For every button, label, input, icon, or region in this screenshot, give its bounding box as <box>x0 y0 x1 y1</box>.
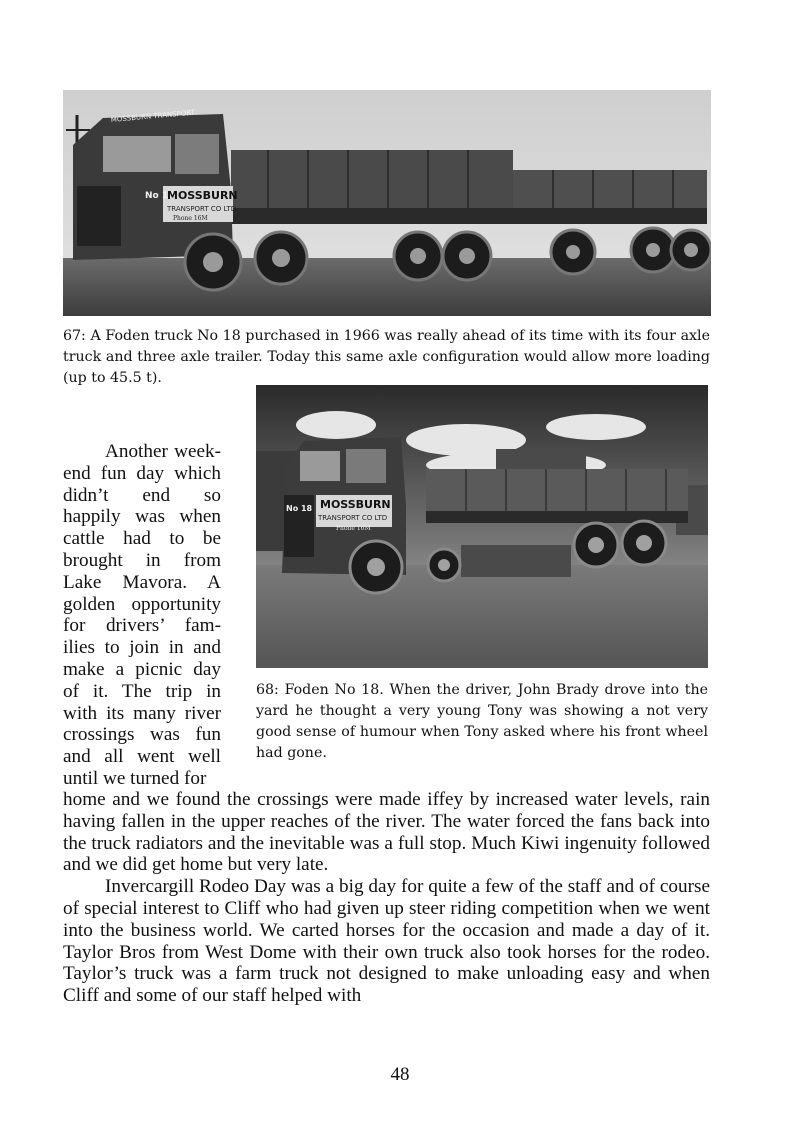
paragraph-mavora-start: Another week-end fun day which didn’t end so happily was when cattle had to be brought in from Lake Mavora. A golden opportunity for drivers’ fam-ilies to join in and make a picnic day of it. The trip in with its many river crossings was fun and all went well until we turned for <box>63 441 221 789</box>
truck-number-text: No 18 <box>145 191 175 201</box>
company-name-text: MOSSBURN <box>320 498 391 511</box>
company-name-text: MOSSBURN <box>167 189 238 202</box>
figure-67-caption: 67: A Foden truck No 18 purchased in 1966 was really ahead of its time with its four axle truck and three axle trailer. Today this same axle configuration would allow more loading (up to 45.5 t). <box>63 328 710 386</box>
photo-foden-no-18-yard <box>256 385 708 668</box>
photo-foden-truck-and-trailer <box>63 90 711 316</box>
body-column-text <box>63 441 221 790</box>
paragraph-mavora-continued: home and we found the crossings were made iffey by increased water levels, rain having fallen in the upper reaches of the river. The water forced the fans back into the truck radiators and the inevitable was a full stop. Much Kiwi ingenuity followed and we did get home but very late. <box>63 789 710 876</box>
paragraph-rodeo-day: Invercargill Rodeo Day was a big day for quite a few of the staff and of course of special interest to Cliff who had given up steer riding competition when we went into the business world. We carted horses for the occasion and made a day of it. Taylor Bros from West Dome with their own truck also took horses for the rodeo. Taylor’s truck was a farm truck not designed to make unloading easy and when Cliff and some of our staff helped with <box>63 876 710 1007</box>
cab-banner-text: MOSSBURN TRANSPORT <box>110 108 196 124</box>
company-subline-text: TRANSPORT CO LTD <box>318 514 388 522</box>
company-subline-text: TRANSPORT CO LTD <box>167 205 237 213</box>
page-number: 48 <box>390 1064 410 1085</box>
truck-number-text: No 18 <box>286 504 313 513</box>
phone-text: Phone 16M <box>336 525 371 532</box>
phone-text: Phone 16M <box>173 215 208 222</box>
body-full-text <box>63 789 710 1007</box>
figure-68-caption: 68: Foden No 18. When the driver, John Brady drove into the yard he thought a very young Tony was showing a not very good sense of humour when Tony asked where his front wheel had gone. <box>256 682 708 761</box>
